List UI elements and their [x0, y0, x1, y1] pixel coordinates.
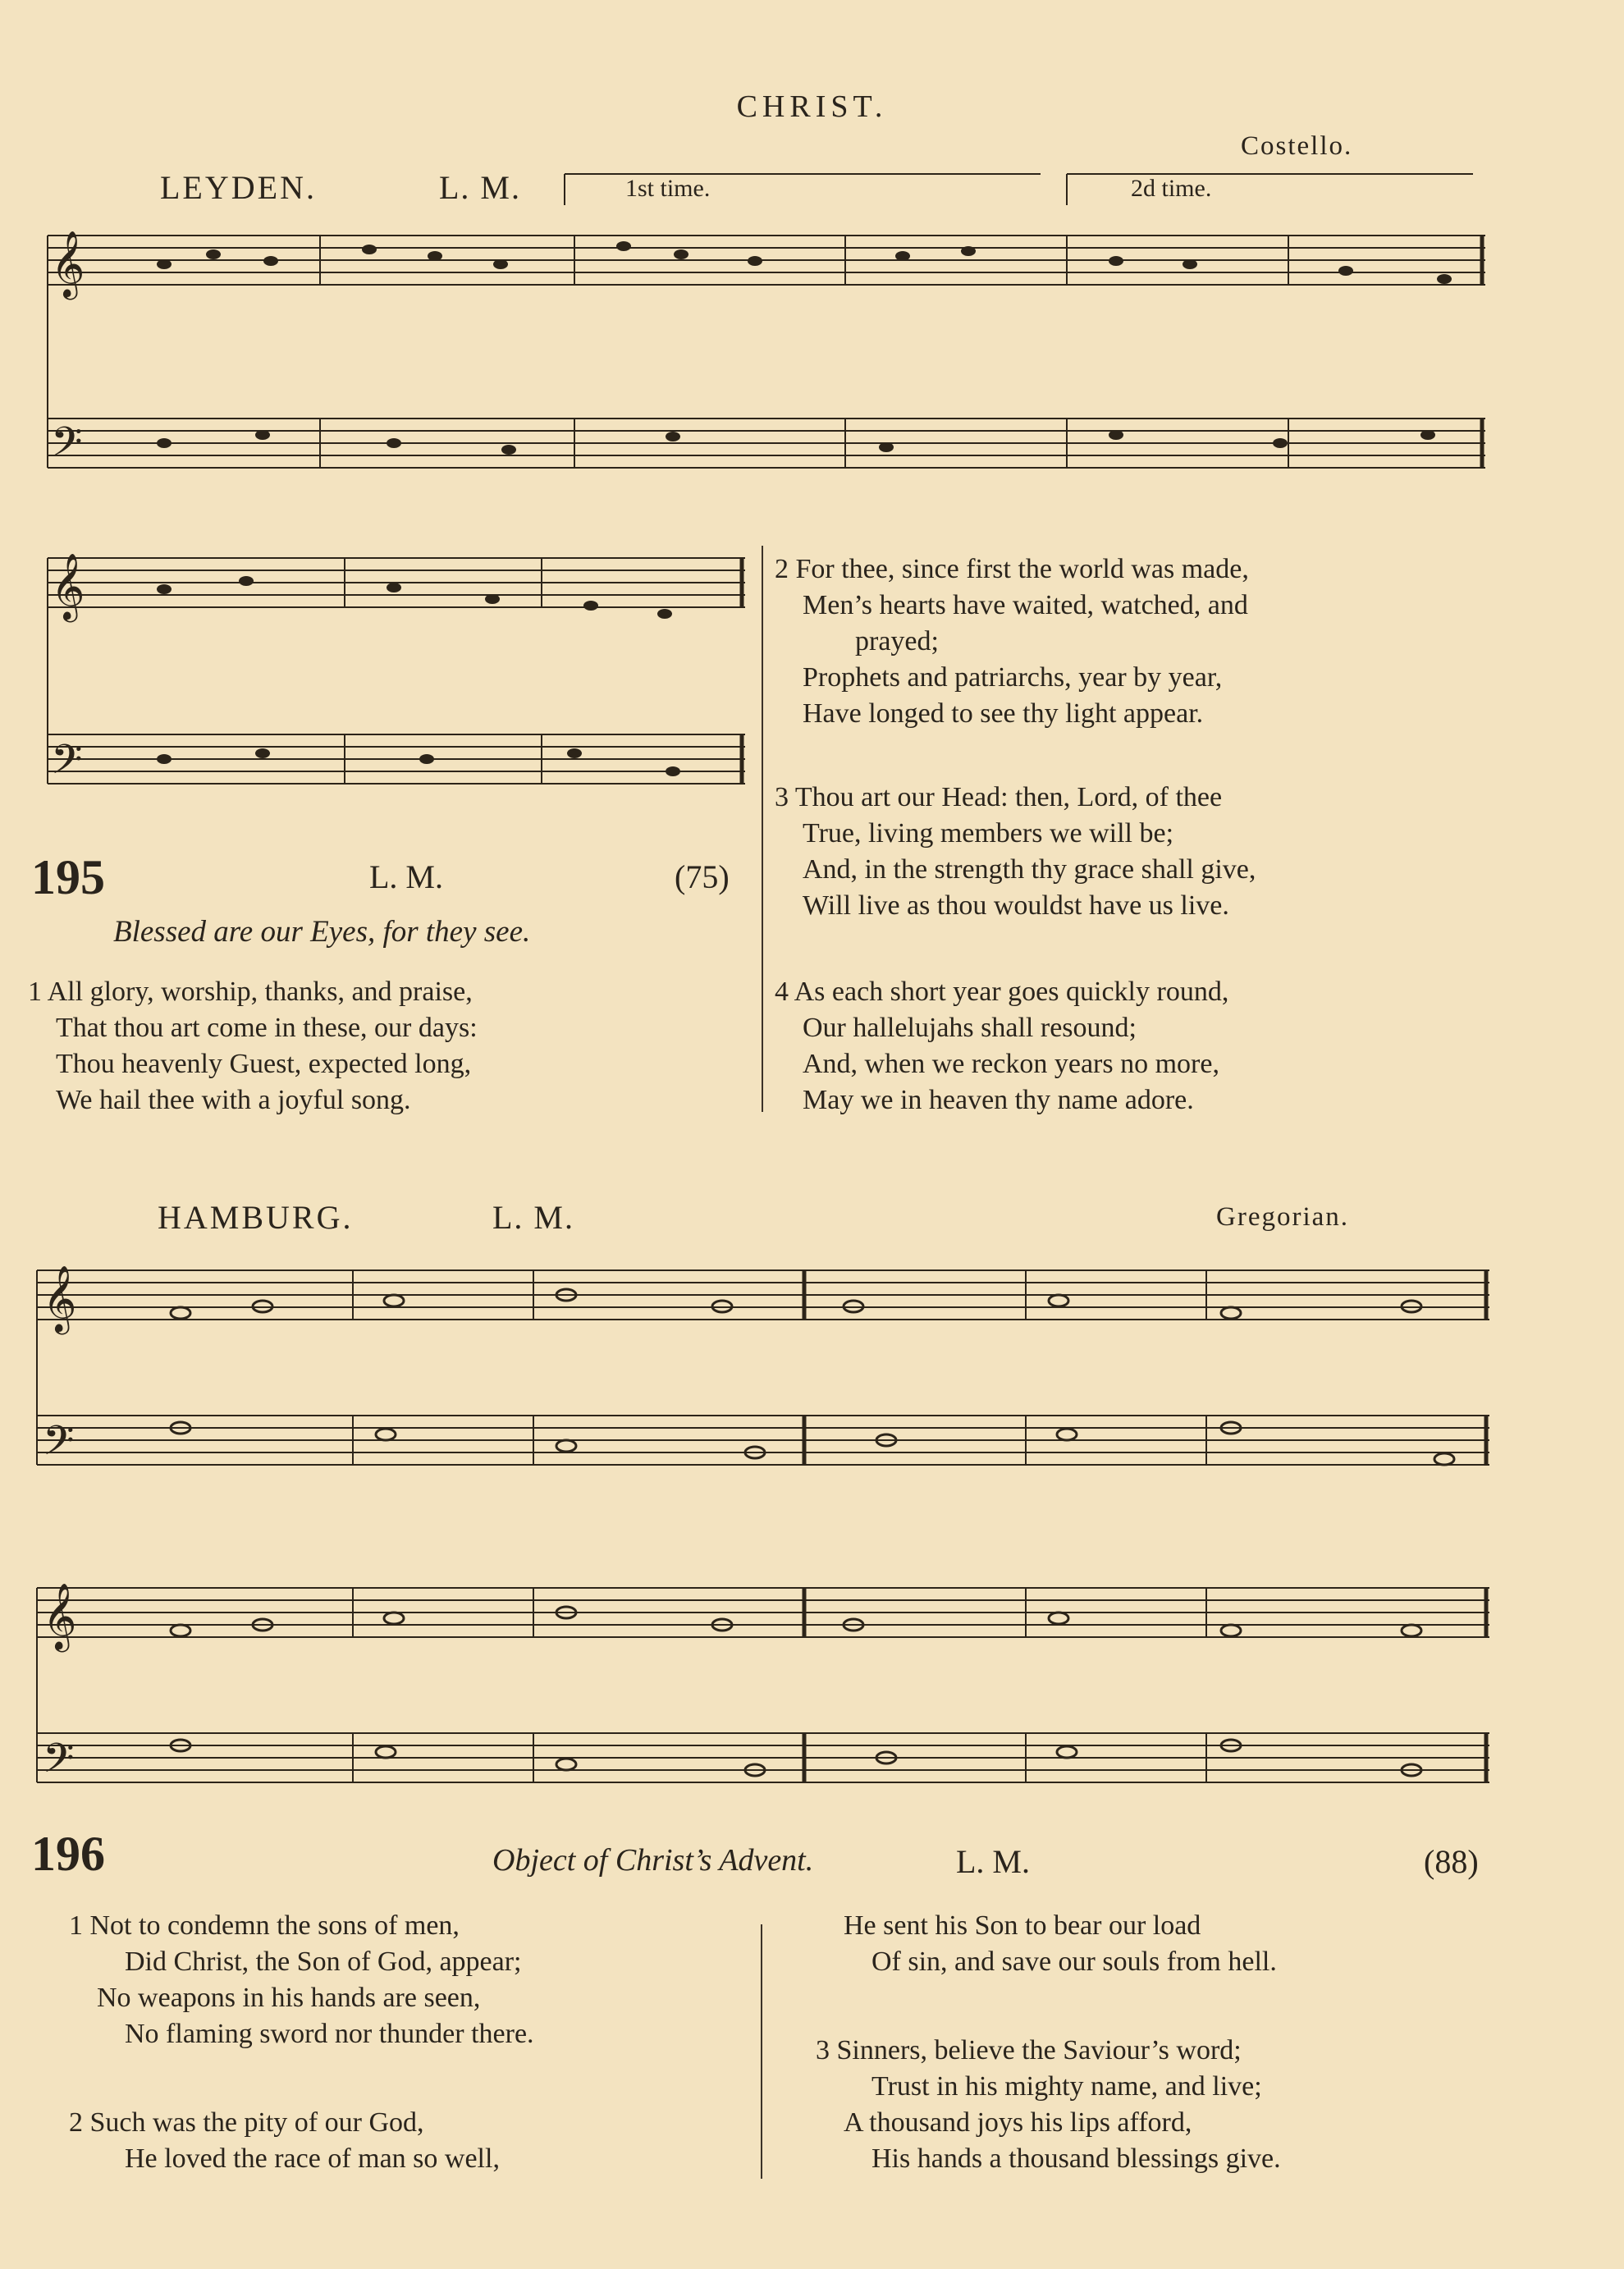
stanza-line: That thou art come in these, our days:: [56, 1013, 478, 1043]
stanza-line: Will live as thou wouldst have us live.: [803, 890, 1229, 921]
hymn-title-196: Object of Christ’s Advent.: [492, 1843, 814, 1878]
staff-hamburg-1-bass: [37, 1416, 1489, 1465]
composer-gregorian: Gregorian.: [1216, 1202, 1350, 1232]
stanza-195-4: [775, 974, 1228, 1118]
svg-text:𝄢: 𝄢: [43, 1417, 75, 1475]
stanza-line: 2 For thee, since first the world was made,: [775, 554, 1249, 584]
tune-title-leyden: LEYDEN.: [160, 169, 317, 206]
svg-text:𝄢: 𝄢: [51, 419, 83, 476]
stanza-line: 3 Thou art our Head: then, Lord, of thee: [775, 782, 1223, 812]
staff-leyden-1-treble: [48, 236, 1485, 285]
column-divider-196: [761, 1924, 762, 2179]
stanza-line: And, when we reckon years no more,: [803, 1049, 1219, 1079]
stanza-line: True, living members we will be;: [803, 818, 1174, 849]
running-head: CHRIST.: [736, 89, 888, 124]
svg-text:𝄞: 𝄞: [51, 230, 85, 297]
stanza-line: Prophets and patriarchs, year by year,: [803, 662, 1223, 693]
staff-leyden-2-treble: [48, 558, 745, 607]
hymn-ref-196: (88): [1424, 1843, 1479, 1880]
volta-first-time: 1st time.: [625, 175, 711, 202]
hymn-subtitle-195: Blessed are our Eyes, for they see.: [113, 915, 531, 949]
svg-text:𝄞: 𝄞: [43, 1265, 77, 1332]
stanza-line: He loved the race of man so well,: [125, 2143, 500, 2174]
tune-meter-hamburg: L. M.: [492, 1199, 574, 1236]
stanza-line: We hail thee with a joyful song.: [56, 1085, 411, 1115]
stanza-line: And, in the strength thy grace shall give,: [803, 854, 1256, 885]
stanza-line: His hands a thousand blessings give.: [871, 2143, 1281, 2174]
stanza-line: 3 Sinners, believe the Saviour’s word;: [816, 2035, 1242, 2065]
stanza-196-3: [816, 2033, 1281, 2177]
stanza-line: No weapons in his hands are seen,: [97, 1983, 481, 2013]
stanza-line: Thou heavenly Guest, expected long,: [56, 1049, 472, 1079]
stanza-line: 2 Such was the pity of our God,: [69, 2107, 424, 2138]
stanza-line: 4 As each short year goes quickly round,: [775, 977, 1229, 1007]
svg-text:𝄢: 𝄢: [43, 1735, 75, 1792]
svg-text:𝄞: 𝄞: [51, 552, 85, 620]
stanza-line: No flaming sword nor thunder there.: [125, 2019, 534, 2049]
stanza-line: Men’s hearts have waited, watched, and: [803, 590, 1248, 620]
staff-hamburg-2-bass: [37, 1733, 1489, 1782]
hymn-number-195: 195: [31, 850, 105, 904]
hymn-meter-196: L. M.: [956, 1843, 1030, 1880]
svg-text:𝄞: 𝄞: [43, 1582, 77, 1649]
staff-leyden-1-bass: [48, 419, 1485, 468]
stanza-line: A thousand joys his lips afford,: [844, 2107, 1192, 2138]
composer-costello: Costello.: [1241, 131, 1353, 161]
hymn-number-196: 196: [31, 1827, 105, 1881]
stanza-line: Our hallelujahs shall resound;: [803, 1013, 1137, 1043]
stanza-195-2: [775, 551, 1249, 732]
stanza-196-2-continued: [844, 1908, 1277, 1980]
staff-hamburg-1-treble: [37, 1270, 1489, 1320]
stanza-195-3: [775, 780, 1256, 924]
stanza-196-1: [69, 1908, 534, 2052]
stanza-line: Of sin, and save our souls from hell.: [871, 1946, 1277, 1977]
hymn-ref-195: (75): [675, 858, 730, 895]
stanza-line: prayed;: [855, 626, 939, 656]
stanza-line: Have longed to see thy light appear.: [803, 698, 1204, 729]
stanza-196-2: [69, 2105, 500, 2177]
staff-leyden-2-bass: [48, 734, 745, 784]
stanza-line: 1 All glory, worship, thanks, and praise,: [28, 977, 473, 1007]
stanza-line: May we in heaven thy name adore.: [803, 1085, 1194, 1115]
column-divider-195: [762, 546, 763, 1112]
tune-title-hamburg: HAMBURG.: [158, 1199, 354, 1236]
stanza-line: Did Christ, the Son of God, appear;: [125, 1946, 522, 1977]
stanza-195-1: [28, 974, 478, 1118]
volta-second-time: 2d time.: [1131, 175, 1212, 202]
stanza-line: He sent his Son to bear our load: [844, 1910, 1201, 1941]
stanza-line: 1 Not to condemn the sons of men,: [69, 1910, 460, 1941]
hymn-meter-195: L. M.: [369, 858, 443, 895]
tune-meter-leyden: L. M.: [439, 169, 521, 206]
stanza-line: Trust in his mighty name, and live;: [871, 2071, 1262, 2102]
svg-text:𝄢: 𝄢: [51, 736, 83, 794]
